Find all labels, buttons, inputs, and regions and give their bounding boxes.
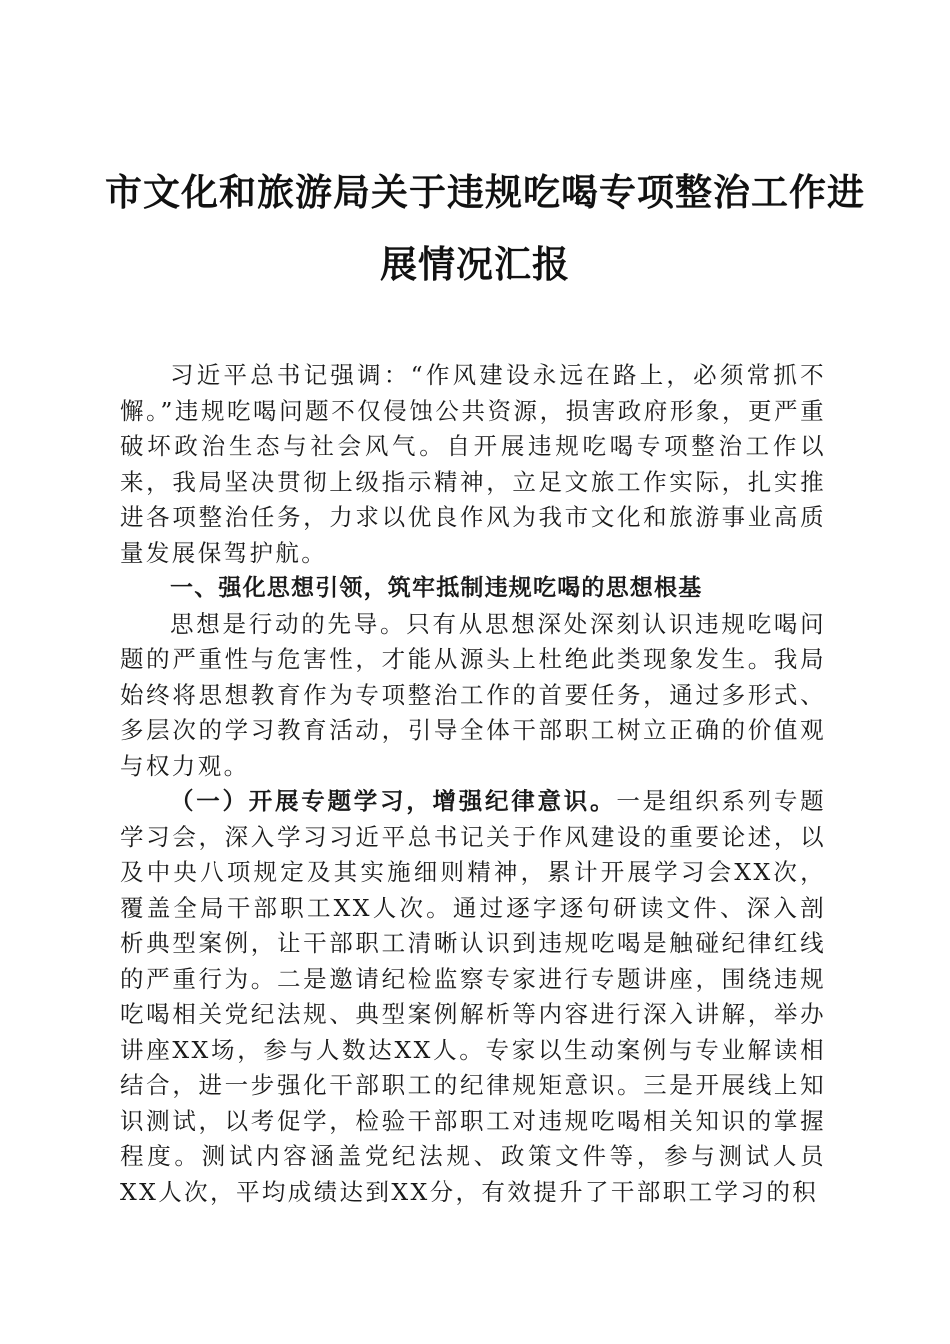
intro-paragraph: 习近平总书记强调：“作风建设永远在路上，必须常抓不懈。”违规吃喝问题不仅侵蚀公共资源，损害政府形象，更严重破坏政治生态与社会风气。自开展违规吃喝专项整治工作以来，我局坚决贯彻上级指示精神，立足文旅工作实际，扎实推进各项整治任务，力求以优良作风为我市文化和旅游事业高质量发展保驾护航。 (120, 361, 826, 567)
section-1-heading: 一、强化思想引领，筑牢抵制违规吃喝的思想根基 (170, 575, 703, 601)
document-title-line-1: 市文化和旅游局关于违规吃喝专项整治工作进 (105, 170, 865, 214)
subsection-1-paragraph (120, 784, 826, 1210)
subsection-1-body: 一是组织系列专题学习会，深入学习习近平总书记关于作风建设的重要论述，以及中央八项规定及其实施细则精神，累计开展学习会XX次，覆盖全局干部职工XX人次。通过逐字逐句研读文件、深入剖析典型案例，让干部职工清晰认识到违规吃喝是触碰纪律红线的严重行为。二是邀请纪检监察专家进行专题讲座，围绕违规吃喝相关党纪法规、典型案例解析等内容进行深入讲解，举办讲座XX场，参与人数达XX人。专家以生动案例与专业解读相结合，进一步强化干部职工的纪律规矩意识。三是开展线上知识测试，以考促学，检验干部职工对违规吃喝相关知识的掌握程度。测试内容涵盖党纪法规、政策文件等，参与测试人员XX人次，平均成绩达到XX分，有效提升了干部职工学习的积 (120, 787, 826, 1206)
section-1-paragraph: 思想是行动的先导。只有从思想深处深刻认识违规吃喝问题的严重性与危害性，才能从源头上杜绝此类现象发生。我局始终将思想教育作为专项整治工作的首要任务，通过多形式、多层次的学习教育活动，引导全体干部职工树立正确的价值观与权力观。 (120, 609, 826, 780)
document-title-line-2: 展情况汇报 (380, 242, 570, 286)
subsection-1-heading: （一）开展专题学习，增强纪律意识。 (170, 787, 617, 815)
document-body (120, 358, 826, 1210)
